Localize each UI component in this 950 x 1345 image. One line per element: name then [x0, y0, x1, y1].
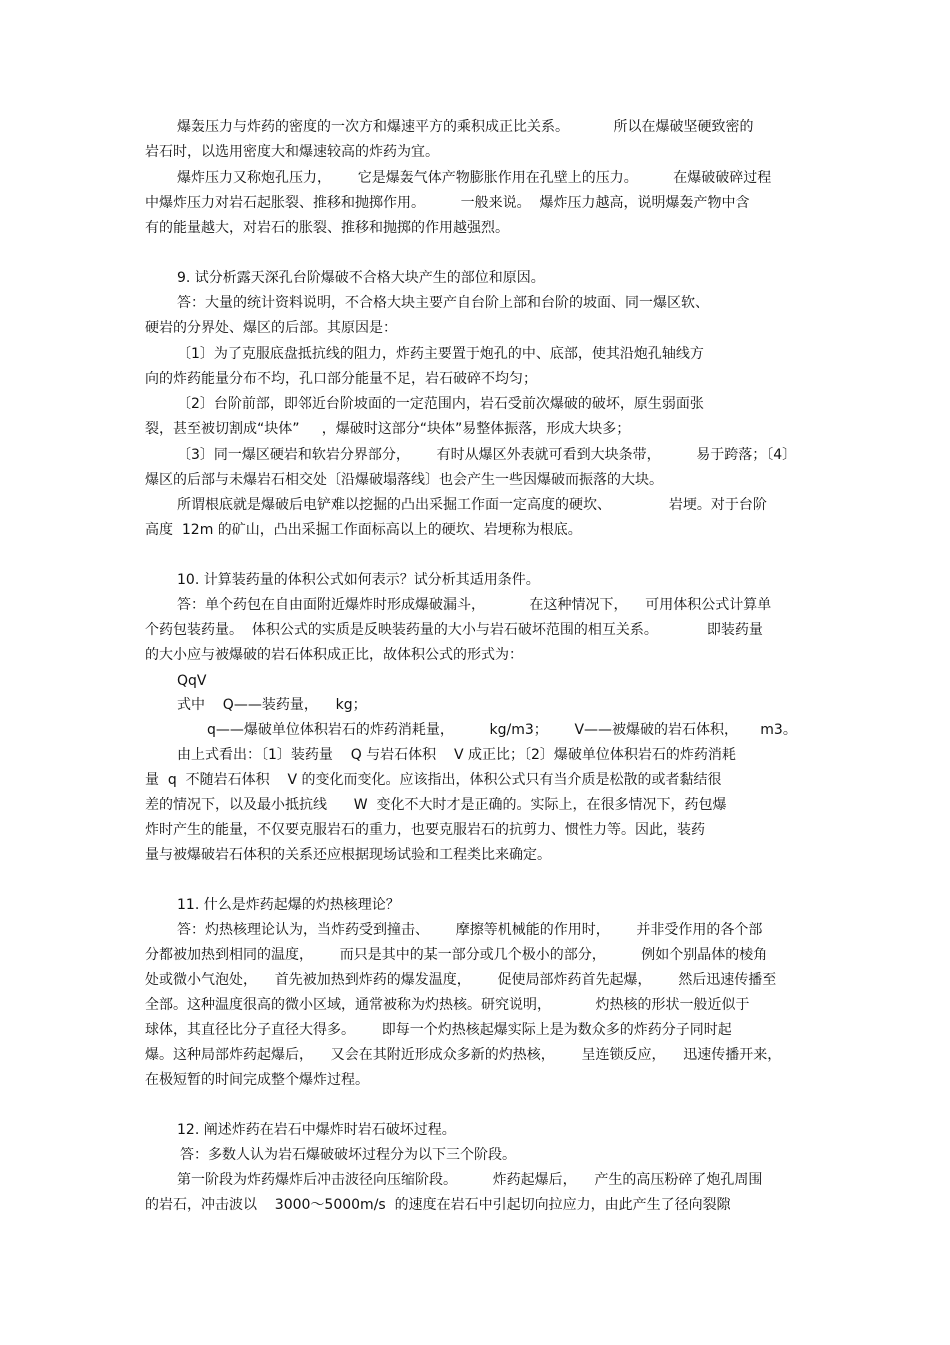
- text-line: 炸时产生的能量，不仅要克服岩石的重力，也要克服岩石的抗剪力、惯性力等。因此，装药: [145, 822, 705, 838]
- text-line: 向的炸药能量分布不均，孔口部分能量不足，岩石破碎不均匀；: [145, 371, 537, 387]
- text-line: 分都被加热到相同的温度， 而只是其中的某一部分或几个极小的部分， 例如个别晶体的棱角: [145, 947, 768, 963]
- text-line: 〔3〕同一爆区硬岩和软岩分界部分， 有时从爆区外表就可看到大块条带， 易于跨落；〔4〕: [177, 447, 797, 463]
- text-line: 爆区的后部与未爆岩石相交处〔沿爆破塌落线〕也会产生一些因爆破而振落的大块。: [145, 472, 663, 488]
- text-line: 差的情况下，以及最小抵抗线 W 变化不大时才是正确的。实际上，在很多情况下，药包爆: [145, 797, 727, 813]
- question-heading: 9. 试分析露天深孔台阶爆破不合格大块产生的部位和原因。: [177, 270, 545, 286]
- text-line: 个药包装药量。 体积公式的实质是反映装药量的大小与岩石破坏范围的相互关系。 即装药量: [145, 622, 763, 638]
- text-line: 第一阶段为炸药爆炸后冲击波径向压缩阶段。 炸药起爆后， 产生的高压粉碎了炮孔周围: [177, 1172, 763, 1188]
- text-line: 裂，甚至被切割成“块体” ，爆破时这部分“块体”易整体振落，形成大块多；: [145, 421, 631, 437]
- text-line: 爆。这种局部炸药起爆后， 又会在其附近形成众多新的灼热核， 呈连锁反应， 迅速传播开来，: [145, 1047, 782, 1063]
- text-line: 答：大量的统计资料说明，不合格大块主要产自台阶上部和台阶的坡面、同一爆区软、: [177, 295, 709, 311]
- text-line: 硬岩的分界处、爆区的后部。其原因是：: [145, 320, 397, 336]
- text-line: 答：多数人认为岩石爆破破坏过程分为以下三个阶段。: [180, 1147, 516, 1163]
- question-heading: 10. 计算装药量的体积公式如何表示？试分析其适用条件。: [177, 572, 540, 588]
- text-line: q——爆破单位体积岩石的炸药消耗量， kg/m3； V——被爆破的岩石体积， m3。: [207, 722, 797, 738]
- text-line: 量与被爆破岩石体积的关系还应根据现场试验和工程类比来确定。: [145, 847, 551, 863]
- text-line: 爆炸压力又称炮孔压力， 它是爆轰气体产物膨胀作用在孔壁上的压力。 在爆破破碎过程: [177, 170, 772, 186]
- text-line: 由上式看出：〔1〕装药量 Q 与岩石体积 V 成正比；〔2〕爆破单位体积岩石的炸药消耗: [177, 747, 736, 763]
- text-line: 岩石时，以选用密度大和爆速较高的炸药为宜。: [145, 144, 439, 160]
- question-heading: 11. 什么是炸药起爆的灼热核理论？: [177, 897, 400, 913]
- formula: QqV: [177, 673, 207, 689]
- text-line: 的大小应与被爆破的岩石体积成正比，故体积公式的形式为：: [145, 647, 523, 663]
- question-heading: 12. 阐述炸药在岩石中爆炸时岩石破坏过程。: [177, 1122, 456, 1138]
- text-line: 处或微小气泡处， 首先被加热到炸药的爆发温度， 促使局部炸药首先起爆， 然后迅速传播至: [145, 972, 777, 988]
- text-line: 式中 Q——装药量， kg；: [177, 697, 367, 713]
- text-line: 在极短暂的时间完成整个爆炸过程。: [145, 1072, 369, 1088]
- text-line: 中爆炸压力对岩石起胀裂、推移和抛掷作用。 一般来说。 爆炸压力越高，说明爆轰产物中含: [145, 195, 750, 211]
- text-line: 答：灼热核理论认为，当炸药受到撞击、 摩擦等机械能的作用时， 并非受作用的各个部: [177, 922, 763, 938]
- text-line: 全部。这种温度很高的微小区域，通常被称为灼热核。研究说明， 灼热核的形状一般近似于: [145, 997, 750, 1013]
- text-line: 的岩石，冲击波以 3000～5000m/s 的速度在岩石中引起切向拉应力，由此产生了径向裂隙: [145, 1197, 731, 1213]
- text-line: 爆轰压力与炸药的密度的一次方和爆速平方的乘积成正比关系。 所以在爆破坚硬致密的: [177, 119, 754, 135]
- text-line: 高度 12m 的矿山，凸出采掘工作面标高以上的硬坎、岩埂称为根底。: [145, 522, 582, 538]
- text-line: 球体，其直径比分子直径大得多。 即每一个灼热核起爆实际上是为数众多的炸药分子同时起: [145, 1022, 732, 1038]
- text-line: 〔2〕台阶前部，即邻近台阶坡面的一定范围内，岩石受前次爆破的破坏，原生弱面张: [177, 396, 704, 412]
- text-line: 量 q 不随岩石体积 V 的变化而变化。应该指出，体积公式只有当介质是松散的或者黏结很: [145, 772, 722, 788]
- text-line: 所谓根底就是爆破后电铲难以挖掘的凸出采掘工作面一定高度的硬坎、 岩埂。对于台阶: [177, 497, 767, 513]
- text-line: 有的能量越大，对岩石的胀裂、推移和抛掷的作用越强烈。: [145, 220, 509, 236]
- text-line: 答：单个药包在自由面附近爆炸时形成爆破漏斗， 在这种情况下， 可用体积公式计算单: [177, 597, 772, 613]
- text-line: 〔1〕为了克服底盘抵抗线的阻力，炸药主要置于炮孔的中、底部，使其沿炮孔轴线方: [177, 346, 704, 362]
